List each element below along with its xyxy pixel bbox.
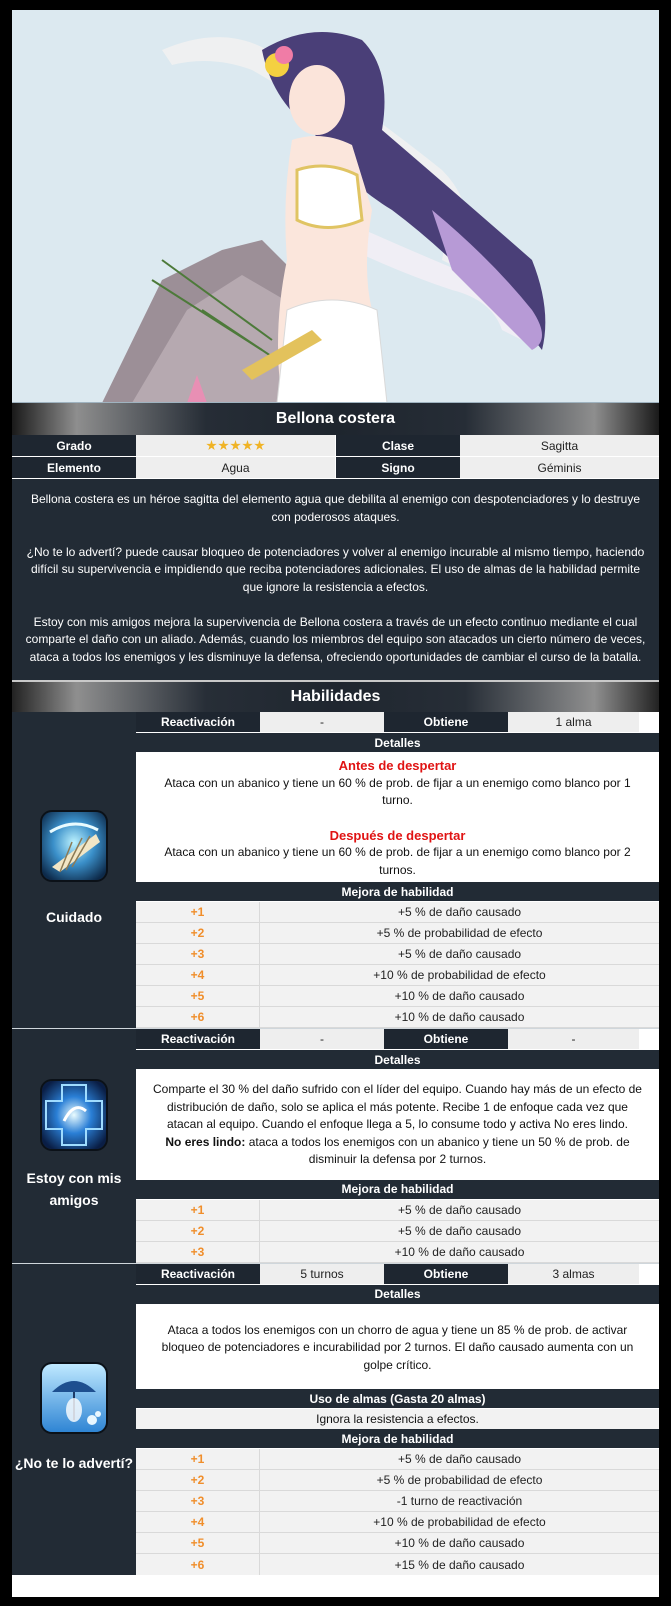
details-header: Detalles bbox=[136, 1050, 659, 1070]
before-awakening-title: Antes de despertar bbox=[338, 758, 457, 773]
description-paragraph: Bellona costera es un héroe sagitta del elemento agua que debilita al enemigo con despotenciadores y lo destruye con poderosos ataques. bbox=[30, 492, 641, 524]
description-paragraph: Estoy con mis amigos mejora la supervivencia de Bellona costera a través de un efecto continuo mediante el cual comparte el daño con un aliado. Además, cuando los miembros del equipo son atacados un cierto número de veces, ataca a todos los enemigos y les disminuye la defensa, ofreciendo oportunidades de cambiar el curso de la batalla. bbox=[25, 614, 646, 664]
abilities-title-bar bbox=[12, 682, 659, 712]
enhance-row bbox=[136, 965, 659, 986]
sign-label: Signo bbox=[336, 457, 460, 478]
enhance-level: +5 bbox=[136, 986, 260, 1006]
sign-value: Géminis bbox=[460, 457, 659, 478]
enhance-text: -1 turno de reactivación bbox=[396, 1494, 523, 1508]
enhance-level: +6 bbox=[136, 1554, 260, 1575]
enhance-text: +10 % de probabilidad de efecto bbox=[373, 968, 546, 982]
hero-description bbox=[12, 479, 659, 682]
enhance-level: +1 bbox=[136, 902, 260, 922]
skill-details-text: Comparte el 30 % del daño sufrido con el líder del equipo. Cuando hay más de un efecto de distribución de daño, solo se aplica el más potente. Recibe 1 de enfoque cada vez que atacan al equipo. Cuando el enfoque llega a 5, lo consume todo y activa No eres lindo. bbox=[153, 1082, 642, 1131]
cooldown-value: - bbox=[260, 1029, 384, 1049]
gains-value: 3 almas bbox=[508, 1264, 639, 1284]
enhance-level: +4 bbox=[136, 965, 260, 985]
info-row-grade-class bbox=[12, 435, 659, 457]
skill-name: ¿No te lo advertí? bbox=[14, 1455, 134, 1472]
after-awakening-title: Después de despertar bbox=[329, 827, 466, 843]
abilities-title: Habilidades bbox=[290, 688, 381, 705]
enhance-level: +3 bbox=[136, 944, 260, 964]
gains-label: Obtiene bbox=[384, 1264, 508, 1284]
fan-skill-icon bbox=[42, 812, 106, 880]
skill-details-body bbox=[136, 753, 659, 882]
details-header: Detalles bbox=[136, 733, 659, 753]
cooldown-value: - bbox=[260, 712, 384, 732]
gains-value: - bbox=[508, 1029, 639, 1049]
enhance-header: Mejora de habilidad bbox=[136, 1429, 659, 1449]
cooldown-value: 5 turnos bbox=[260, 1264, 384, 1284]
enhance-row bbox=[136, 1554, 659, 1575]
cooldown-label: Reactivación bbox=[136, 1264, 260, 1284]
gains-value: 1 alma bbox=[508, 712, 639, 732]
enhance-row bbox=[136, 1200, 659, 1221]
enhance-level: +2 bbox=[136, 1221, 260, 1241]
skill-details-text: Ataca a todos los enemigos con un chorro de agua y tiene un 85 % de prob. de activar bloqueo de potenciadores e incurabilidad por 2 turnos. El daño causado aumenta con un golpe crítico. bbox=[161, 1322, 634, 1372]
skill-name: Estoy con mis amigos bbox=[26, 1169, 122, 1208]
skill-no-te-lo-adverti bbox=[12, 1264, 659, 1576]
star-icon bbox=[218, 440, 229, 451]
enhance-text: +10 % de daño causado bbox=[394, 1010, 525, 1024]
hero-name-bar bbox=[12, 403, 659, 435]
enhance-text: +5 % de probabilidad de efecto bbox=[376, 926, 543, 940]
after-awakening-text: Ataca con un abanico y tiene un 60 % de prob. de fijar a un enemigo como blanco por 2 turnos. bbox=[164, 845, 631, 877]
enhance-text: +10 % de probabilidad de efecto bbox=[373, 1515, 546, 1529]
enhance-row bbox=[136, 1242, 659, 1263]
skill-cuidado bbox=[12, 712, 659, 1029]
hero-portrait-art bbox=[12, 10, 659, 403]
enhance-row bbox=[136, 1470, 659, 1491]
enhance-row bbox=[136, 1533, 659, 1554]
skill-stats-row bbox=[136, 1029, 659, 1050]
enhance-text: +10 % de daño causado bbox=[394, 989, 525, 1003]
star-icon bbox=[230, 440, 241, 451]
enhance-text: +5 % de daño causado bbox=[397, 1202, 522, 1217]
soul-burn-header: Uso de almas (Gasta 20 almas) bbox=[136, 1389, 659, 1409]
skill-stats-row bbox=[136, 1264, 659, 1285]
cooldown-label: Reactivación bbox=[136, 712, 260, 732]
skill-details-body bbox=[136, 1070, 659, 1180]
enhance-header: Mejora de habilidad bbox=[136, 882, 659, 902]
enhance-row bbox=[136, 944, 659, 965]
enhance-row bbox=[136, 923, 659, 944]
skill-estoy-con-mis-amigos bbox=[12, 1029, 659, 1264]
enhance-level: +3 bbox=[136, 1491, 260, 1511]
grade-value bbox=[136, 435, 335, 456]
enhance-level: +5 bbox=[136, 1533, 260, 1553]
enhance-level: +4 bbox=[136, 1512, 260, 1532]
skill-stats-row bbox=[136, 712, 659, 733]
class-label: Clase bbox=[336, 435, 460, 456]
enhance-row bbox=[136, 1449, 659, 1470]
enhance-text: +5 % de daño causado bbox=[397, 947, 522, 961]
cooldown-label: Reactivación bbox=[136, 1029, 260, 1049]
enhance-row bbox=[136, 1491, 659, 1512]
grade-label: Grado bbox=[12, 435, 136, 456]
enhance-row bbox=[136, 1512, 659, 1533]
grade-stars bbox=[206, 440, 265, 451]
enhance-level: +2 bbox=[136, 1470, 260, 1490]
element-value: Agua bbox=[136, 457, 335, 478]
skill-identity bbox=[12, 712, 136, 1028]
enhance-text: +5 % de daño causado bbox=[397, 905, 522, 919]
enhance-row bbox=[136, 986, 659, 1007]
before-awakening-text: Ataca con un abanico y tiene un 60 % de prob. de fijar a un enemigo como blanco por 1 turno. bbox=[164, 775, 631, 807]
gains-label: Obtiene bbox=[384, 1029, 508, 1049]
class-value: Sagitta bbox=[460, 435, 659, 456]
sub-skill-label: No eres lindo: bbox=[165, 1134, 246, 1149]
star-icon bbox=[206, 440, 217, 451]
enhance-level: +6 bbox=[136, 1007, 260, 1027]
umbrella-skill-icon bbox=[42, 1364, 106, 1432]
enhance-header: Mejora de habilidad bbox=[136, 1180, 659, 1200]
enhance-text: +5 % de daño causado bbox=[397, 1223, 522, 1238]
hero-name: Bellona costera bbox=[275, 410, 396, 427]
soul-burn-text: Ignora la resistencia a efectos. bbox=[136, 1409, 659, 1429]
enhance-row bbox=[136, 1007, 659, 1028]
description-paragraph: ¿No te lo advertí? puede causar bloqueo de potenciadores y volver al enemigo incurable al mismo tiempo, haciendo difícil su supervivencia e impidiendo que reciba potenciadores adicionales. El uso de almas de la habilidad permite que ignore la resistencia a efectos. bbox=[26, 544, 645, 594]
star-icon bbox=[242, 440, 253, 451]
star-icon bbox=[254, 440, 265, 451]
enhance-level: +2 bbox=[136, 923, 260, 943]
enhance-level: +1 bbox=[136, 1449, 260, 1469]
gains-label: Obtiene bbox=[384, 712, 508, 732]
skill-identity bbox=[12, 1264, 136, 1576]
skill-details-panel bbox=[136, 712, 659, 1028]
sub-skill-text: ataca a todos los enemigos con un abanico y tiene un 50 % de prob. de disminuir la defensa por 2 turnos. bbox=[245, 1134, 630, 1166]
enhance-text: +15 % de daño causado bbox=[394, 1557, 525, 1572]
skill-identity bbox=[12, 1029, 136, 1263]
enhance-level: +3 bbox=[136, 1242, 260, 1262]
enhance-level: +1 bbox=[136, 1200, 260, 1220]
skill-name: Cuidado bbox=[46, 909, 102, 925]
enhance-row bbox=[136, 902, 659, 923]
hero-card bbox=[12, 10, 659, 1597]
info-row-element-sign bbox=[12, 457, 659, 479]
element-label: Elemento bbox=[12, 457, 136, 478]
skill-details-panel bbox=[136, 1264, 659, 1576]
enhance-text: +5 % de probabilidad de efecto bbox=[376, 1473, 543, 1487]
skill-details-body bbox=[136, 1305, 659, 1390]
enhance-text: +10 % de daño causado bbox=[394, 1536, 525, 1550]
water-shield-skill-icon bbox=[42, 1081, 106, 1149]
details-header: Detalles bbox=[136, 1285, 659, 1305]
skill-details-panel bbox=[136, 1029, 659, 1263]
hero-portrait bbox=[12, 10, 659, 403]
enhance-row bbox=[136, 1221, 659, 1242]
enhance-text: +5 % de daño causado bbox=[397, 1452, 522, 1466]
enhance-text: +10 % de daño causado bbox=[394, 1244, 525, 1259]
